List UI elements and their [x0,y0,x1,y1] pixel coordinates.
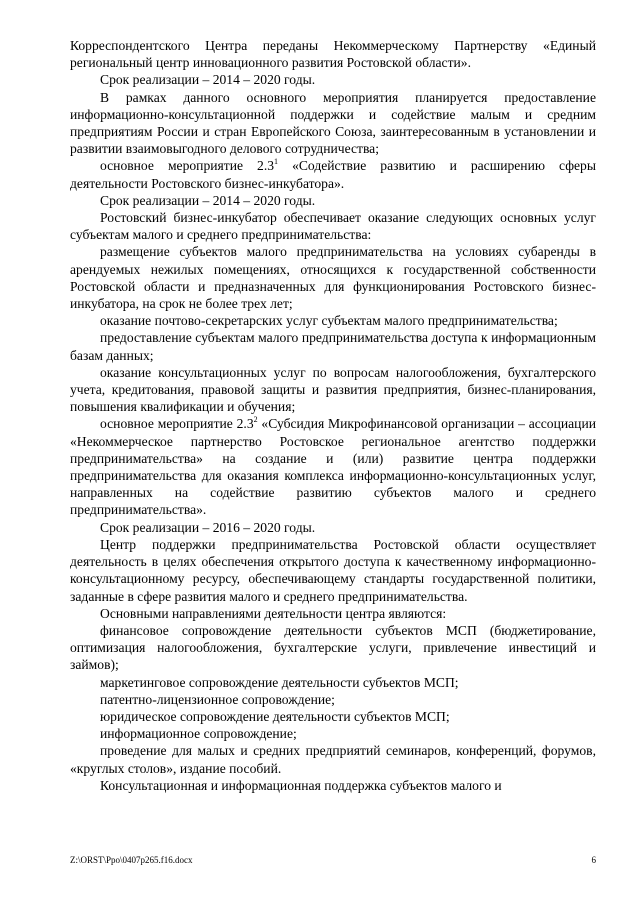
document-body [70,37,596,794]
paragraph-measure-2-3-1 [70,157,596,191]
measure-title: «Содействие развитию и расширению сферы деятельности Ростовского бизнес-инкубатора». [70,158,596,191]
measure-title: «Субсидия Микрофинансовой организации – ассоциации «Некоммерческое партнерство Ростовское региональное агентство поддержки предпринимательства» на создание и (или) развитие центра поддержки предпринимательства для оказания комплекса информационно-консультационных услуг, направленных на содействие развитию субъектов малого и среднего предпринимательства». [70,416,596,518]
footnote-superscript: 2 [253,414,258,424]
paragraph-deadline: Срок реализации – 2014 – 2020 годы. [100,72,316,88]
paragraph: Ростовский бизнес-инкубатор обеспечивает оказание следующих основных услуг субъектам малого и среднего предпринимательства: [70,210,596,243]
paragraph-list-item: патентно-лицензионное сопровождение; [100,691,335,707]
measure-prefix: основное мероприятие 2.3 [100,158,275,174]
paragraph: В рамках данного основного мероприятия планируется предоставление информационно-консультационной поддержки и содействие малым и средним предприятиям России и стран Европейского Союза, заинтересованным в установлении и развитии взаимовыгодного делового сотрудничества; [70,89,596,157]
paragraph-list-item: юридическое сопровождение деятельности субъектов МСП; [100,708,450,724]
footer-page-number: 6 [591,855,596,865]
paragraph-list-item: финансовое сопровождение деятельности субъектов МСП (бюджетирование, оптимизация налогообложения, бухгалтерские услуги, привлечение инвестиций и займов); [70,622,596,673]
paragraph-measure-2-3-2 [70,415,596,518]
paragraph-list-item: оказание почтово-секретарских услуг субъектам малого предпринимательства; [100,313,558,329]
paragraph: Центр поддержки предпринимательства Ростовской области осуществляет деятельность в целях обеспечения открытого доступа к качественному информационно-консультационному ресурсу, обеспечивающему стандарты государственной политики, заданные в сфере развития малого и среднего предпринимательства. [70,536,596,604]
paragraph-continues: Консультационная и информационная поддержка субъектов малого и [100,777,502,793]
paragraph-deadline: Срок реализации – 2014 – 2020 годы. [100,192,316,208]
paragraph-deadline: Срок реализации – 2016 – 2020 годы. [100,519,316,535]
paragraph-list-item: размещение субъектов малого предпринимательства на условиях субаренды в арендуемых нежилых помещениях, относящихся к государственной собственности Ростовской области и предназначенных для функционирования Ростовского бизнес-инкубатора, на срок не более трех лет; [70,244,596,312]
paragraph-list-item: маркетинговое сопровождение деятельности субъектов МСП; [100,674,459,690]
paragraph-continuation: Корреспондентского Центра переданы Некоммерческому Партнерству «Единый региональный центр инновационного развития Ростовской области». [70,38,596,71]
footer-file-path: Z:\ORST\Ppo\0407p265.f16.docx [70,855,193,865]
paragraph-list-item: оказание консультационных услуг по вопросам налогообложения, бухгалтерского учета, кредитования, правовой защиты и развития предприятия, бизнес-планирования, повышения квалификации и обучения; [70,364,596,415]
paragraph-list-item: предоставление субъектам малого предпринимательства доступа к информационным базам данных; [70,330,596,363]
paragraph-list-item: информационное сопровождение; [100,726,297,742]
measure-prefix: основное мероприятие 2.3 [100,416,254,432]
paragraph: Основными направлениями деятельности центра являются: [100,605,447,621]
footnote-superscript: 1 [274,156,279,166]
paragraph-list-item: проведение для малых и средних предприятий семинаров, конференций, форумов, «круглых столов», издание пособий. [70,743,596,776]
